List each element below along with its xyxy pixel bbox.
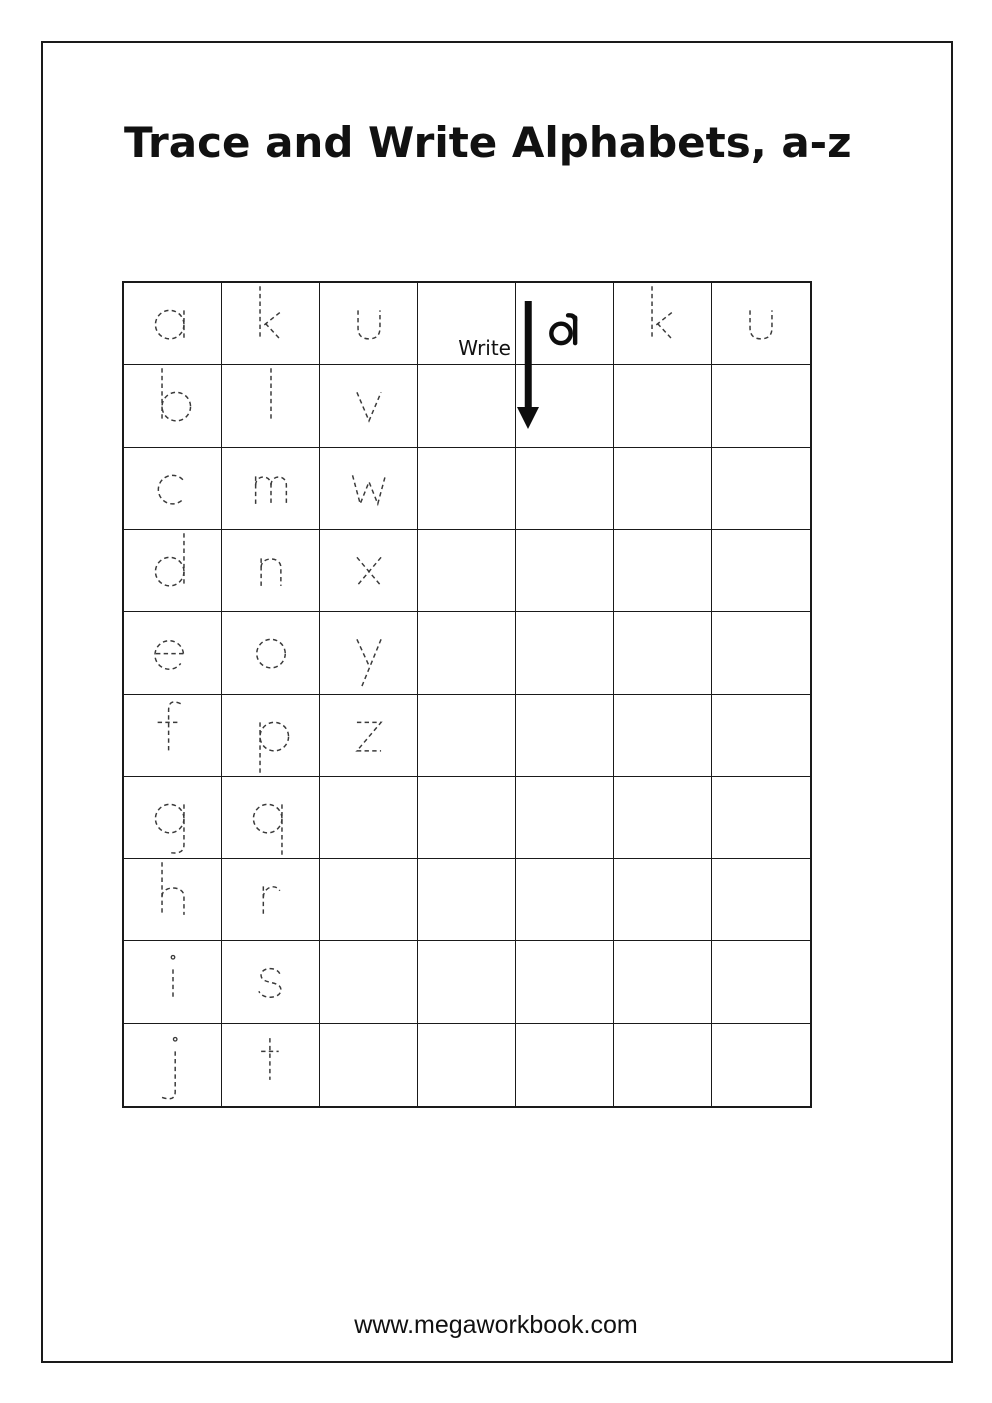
trace-letter-v (347, 366, 391, 445)
table-cell (418, 448, 516, 530)
table-cell (320, 1024, 418, 1106)
trace-letter-q (249, 778, 293, 857)
trace-letter-x (347, 531, 391, 610)
table-cell (418, 859, 516, 941)
trace-letter-p (249, 696, 293, 775)
table-cell (320, 695, 418, 777)
trace-letter-t (249, 1025, 293, 1104)
table-cell (418, 365, 516, 447)
table-cell (712, 695, 810, 777)
table-cell (614, 859, 712, 941)
table-cell (614, 695, 712, 777)
trace-letter-d (151, 531, 195, 610)
trace-letter-l (249, 366, 293, 445)
table-cell (516, 859, 614, 941)
trace-letter-u (739, 284, 783, 363)
table-cell (614, 941, 712, 1023)
table-cell (418, 530, 516, 612)
table-cell (222, 941, 320, 1023)
table-cell (614, 530, 712, 612)
table-cell (712, 448, 810, 530)
table-cell (516, 612, 614, 694)
trace-letter-f (151, 696, 195, 775)
trace-letter-j (151, 1025, 195, 1104)
table-cell (712, 1024, 810, 1106)
table-cell (712, 365, 810, 447)
trace-letter-k (641, 284, 685, 363)
table-cell (418, 612, 516, 694)
table-cell (418, 695, 516, 777)
trace-grid (124, 283, 810, 1106)
page-title: Trace and Write Alphabets, a-z (124, 118, 852, 167)
table-cell (222, 530, 320, 612)
table-cell (124, 941, 222, 1023)
table-cell (320, 283, 418, 365)
table-cell (614, 283, 712, 365)
trace-letter-o (249, 613, 293, 692)
table-cell (418, 283, 516, 365)
footer-url: www.megaworkbook.com (354, 1311, 638, 1339)
table-cell (320, 612, 418, 694)
table-cell (614, 365, 712, 447)
table-cell (124, 283, 222, 365)
table-cell (124, 530, 222, 612)
table-cell (222, 1024, 320, 1106)
table-cell (516, 1024, 614, 1106)
table-cell (222, 777, 320, 859)
table-cell (418, 1024, 516, 1106)
table-cell (124, 1024, 222, 1106)
table-cell (614, 777, 712, 859)
table-cell (320, 448, 418, 530)
table-cell (222, 448, 320, 530)
table-cell (712, 859, 810, 941)
table-cell (124, 695, 222, 777)
trace-letter-g (151, 778, 195, 857)
trace-letter-e (151, 613, 195, 692)
trace-letter-w (347, 449, 391, 528)
table-cell (614, 448, 712, 530)
trace-table (122, 281, 812, 1108)
example-letter-a (550, 312, 580, 346)
table-cell (614, 1024, 712, 1106)
table-cell (320, 530, 418, 612)
table-cell (320, 941, 418, 1023)
table-cell (516, 530, 614, 612)
table-cell (124, 448, 222, 530)
trace-letter-i (151, 943, 195, 1022)
trace-letter-r (249, 860, 293, 939)
table-cell (712, 612, 810, 694)
table-cell (516, 695, 614, 777)
table-cell (222, 695, 320, 777)
table-cell (320, 859, 418, 941)
table-cell (712, 283, 810, 365)
table-cell (124, 365, 222, 447)
table-cell (516, 941, 614, 1023)
table-cell (320, 365, 418, 447)
trace-letter-z (347, 696, 391, 775)
table-cell (418, 777, 516, 859)
table-cell (712, 941, 810, 1023)
trace-letter-n (249, 531, 293, 610)
trace-letter-h (151, 860, 195, 939)
table-cell (222, 283, 320, 365)
trace-letter-c (151, 449, 195, 528)
trace-letter-u (347, 284, 391, 363)
table-cell (124, 777, 222, 859)
table-cell (320, 777, 418, 859)
table-cell (712, 530, 810, 612)
table-cell (222, 612, 320, 694)
trace-letter-k (249, 284, 293, 363)
down-arrow-icon (517, 301, 539, 429)
table-cell (124, 612, 222, 694)
table-cell (516, 448, 614, 530)
write-label: Write (458, 336, 511, 361)
trace-letter-b (151, 366, 195, 445)
trace-letter-a (151, 284, 195, 363)
trace-letter-y (347, 613, 391, 692)
table-cell (418, 941, 516, 1023)
table-cell (222, 859, 320, 941)
table-cell (614, 612, 712, 694)
trace-letter-m (249, 449, 293, 528)
table-cell (222, 365, 320, 447)
table-cell (712, 777, 810, 859)
trace-letter-s (249, 943, 293, 1022)
table-cell (516, 777, 614, 859)
table-cell (124, 859, 222, 941)
